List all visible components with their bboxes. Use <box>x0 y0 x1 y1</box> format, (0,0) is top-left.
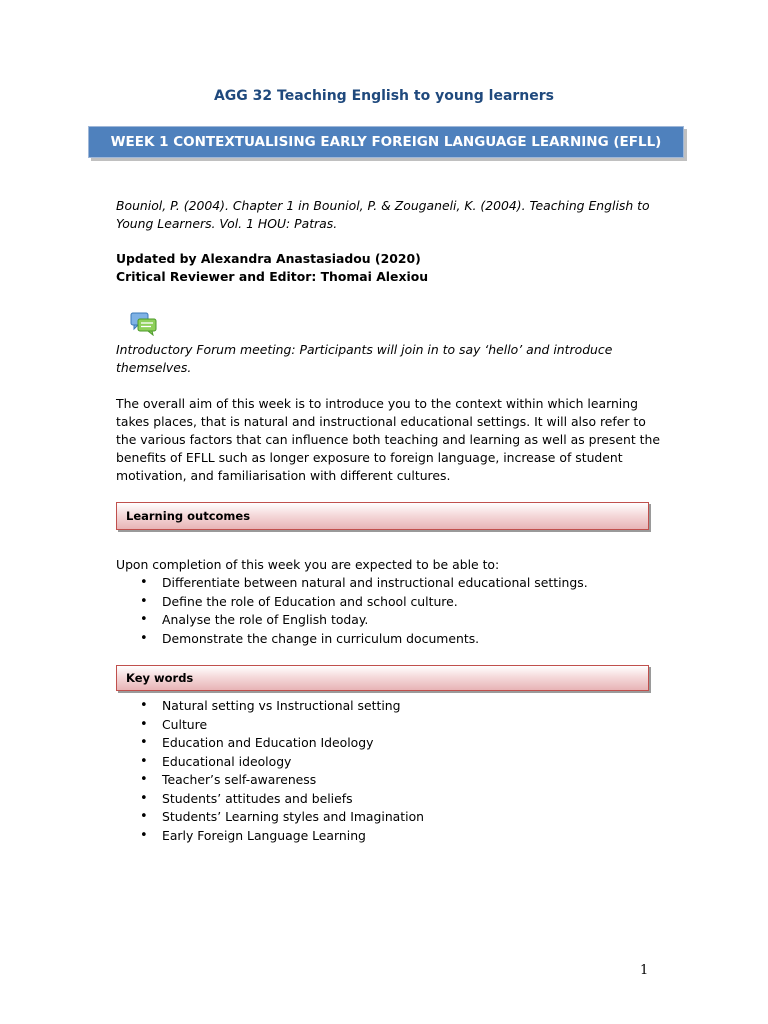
reference-citation: Bouniol, P. (2004). Chapter 1 in Bouniol, P. & Zouganeli, K. (2004). Teaching English to Young Learners. Vol. 1 HOU: Patras. <box>116 198 650 231</box>
aim-paragraph: The overall aim of this week is to introduce you to the context within which learning takes places, that is natural and instructional educational settings. It will also refer to the various factors that can influence both teaching and learning as well as present the benefits of EFLL such as longer exposure to foreign language, increase of student motivation, and familiarisation with different cultures. <box>116 396 660 483</box>
week-heading: WEEK 1 CONTEXTUALISING EARLY FOREIGN LANGUAGE LEARNING (EFLL) <box>110 134 662 150</box>
list-item: • Define the role of Education and school culture. <box>116 593 661 612</box>
forum-chat-icon <box>130 312 158 336</box>
intro-forum-text: Introductory Forum meeting: Participants will join in to say ‘hello’ and introduce themselves. <box>116 342 613 375</box>
learning-outcomes-heading: Learning outcomes <box>126 509 251 523</box>
list-item: • Teacher’s self-awareness <box>116 771 661 790</box>
key-words-heading-box <box>116 665 649 691</box>
learning-outcomes-heading-box <box>116 502 649 530</box>
learning-outcomes-list <box>116 574 661 648</box>
list-item: • Education and Education Ideology <box>116 734 661 753</box>
list-item: • Educational ideology <box>116 753 661 772</box>
credits <box>116 250 661 286</box>
key-words-list <box>116 697 661 845</box>
outcomes-lead: Upon completion of this week you are expected to be able to: <box>116 557 500 572</box>
page-number: 1 <box>640 963 649 978</box>
list-item: • Demonstrate the change in curriculum documents. <box>116 630 661 649</box>
list-item: • Students’ attitudes and beliefs <box>116 790 661 809</box>
course-title: AGG 32 Teaching English to young learners <box>213 88 555 104</box>
list-item: • Natural setting vs Instructional setting <box>116 697 661 716</box>
reviewer: Critical Reviewer and Editor: Thomai Alexiou <box>116 269 429 284</box>
key-words-heading: Key words <box>126 671 194 685</box>
list-item: • Culture <box>116 716 661 735</box>
updated-by: Updated by Alexandra Anastasiadou (2020) <box>116 251 421 266</box>
list-item: • Students’ Learning styles and Imagination <box>116 808 661 827</box>
list-item: • Early Foreign Language Learning <box>116 827 661 846</box>
list-item: • Differentiate between natural and instructional educational settings. <box>116 574 661 593</box>
list-item: • Analyse the role of English today. <box>116 611 661 630</box>
week-heading-box <box>88 126 684 158</box>
